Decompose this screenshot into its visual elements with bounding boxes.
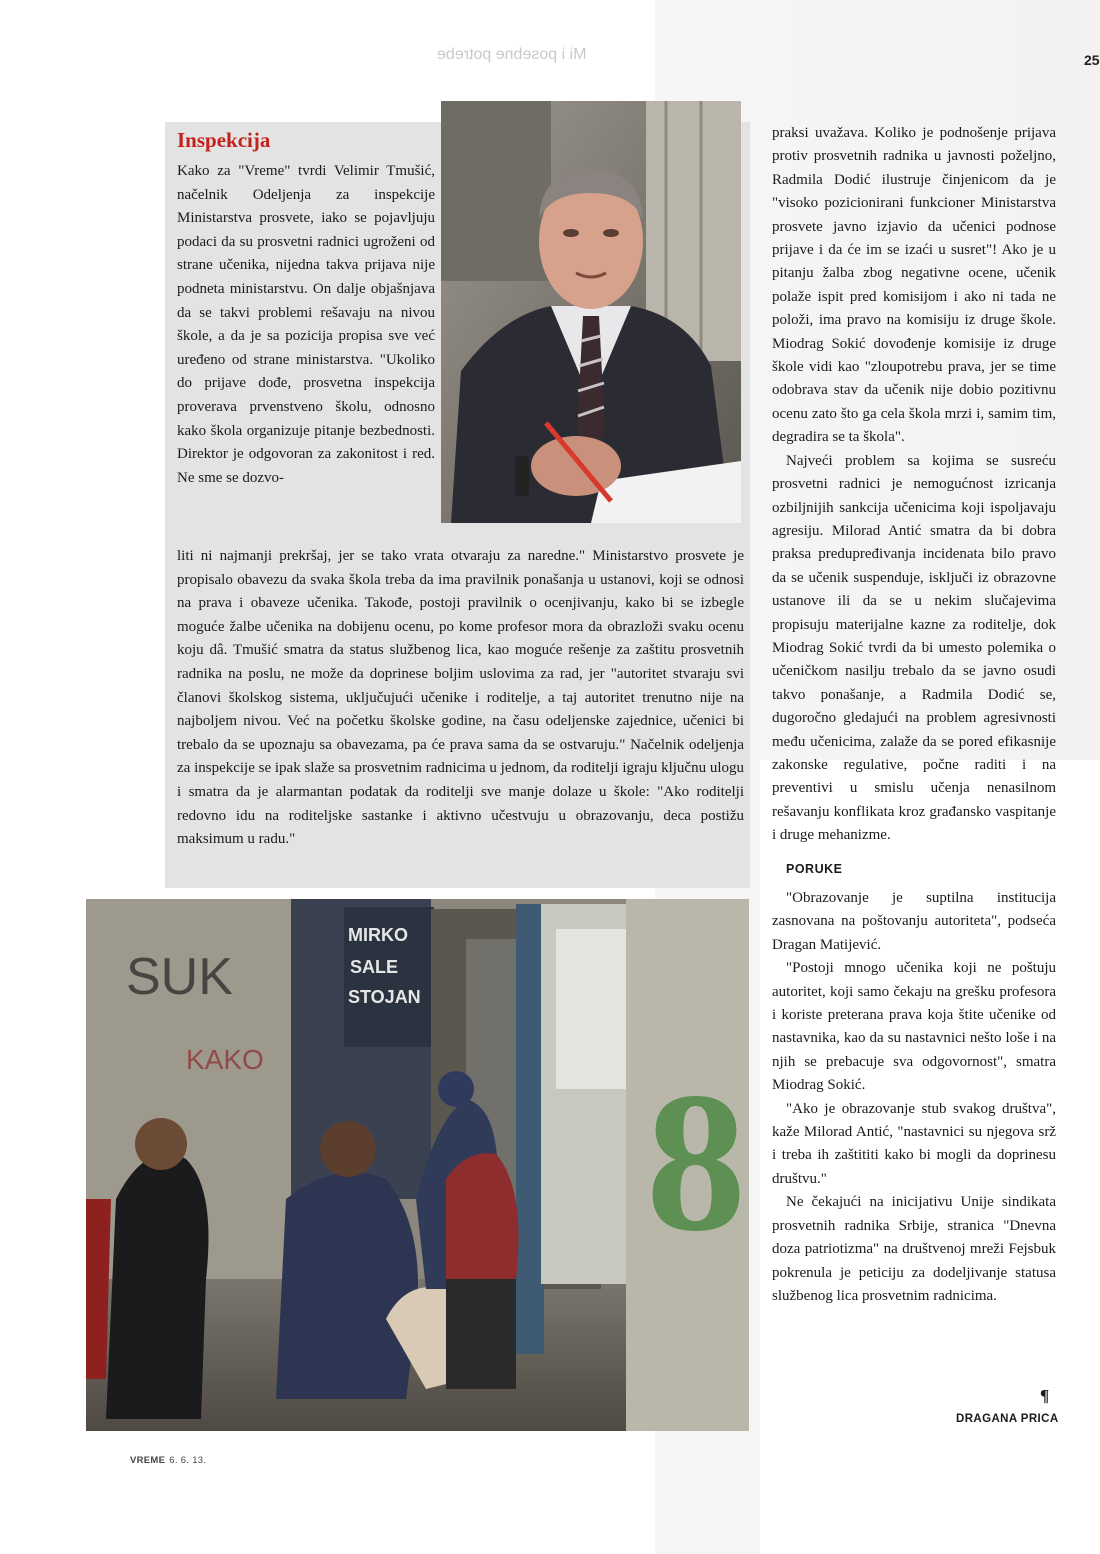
column-paragraph-6: Ne čekajući na inicijativu Unije sindikata prosvetnih radnika Srbije, stranica "Dnevna doza patriotizma" na društvenoj mreži Fejsbuk pokrenula je peticiju za dodeljivanje statusa službenog lica prosvetnim radnicima. (772, 1194, 1056, 1304)
section-rubric: PORUKE (786, 861, 843, 876)
page-footer (130, 1455, 206, 1466)
column-paragraph-3: "Obrazovanje je suptilna institucija zasnovana na poštovanju autoriteta", podseća Dragan Matijević. (772, 890, 1056, 953)
end-mark: ¶ (1040, 1386, 1050, 1405)
sidebar-paragraph-2: liti ni najmanji prekršaj, jer se tako vrata otvaraju za naredne." Ministarstvo prosvete je propisalo obavezu da svaka škola treba da ima pravilnik ponašanja u ustanovi, koji se odnosi na prava i obaveze učenika. Takođe, postoji pravilnik o ocenjivanju, kako bi se izbegle moguće žalbe učenika na dobijenu ocenu, po kome profesor mora da obrazloži svaku ocenu koju dâ. Tmušić smatra da status službenog lica, kao moguće rešenje za zaštitu prosvetnih radnika na poslu, ne može da doprinese boljim uslovima za rad, jer "autoritet stvaraju svi članovi školskog sistema, uključujući učenike i roditelje, a taj autoritet trenutno nije na najboljem nivou. Već na početku školske godine, na času odeljenske zajednice, učenici bi trebalo da se upoznaju sa obavezama, pa će prava sama da se ostvaruju." Načelnik odeljenja za inspekcije se ipak slaže sa prosvetnim radnicima u jednom, da roditelji igraju ključnu ulogu i smatra da je alarmantan podatak da roditelji sve manje dolaze u škole: "Ako roditelji redovno idu na roditeljske sastanke i aktivno učestvuju u obrazovanju, deca postižu maksimum u radu." (177, 548, 744, 848)
graffiti-word-2: KAKO (186, 1044, 264, 1075)
footer-magazine: VREME (130, 1455, 166, 1466)
column-paragraph-2: Najveći problem sa kojima se susreću prosvetni radnici je nemogućnost izricanja ozbiljnijih sankcija učenicima koji ispoljavaju agresiju. Milorad Antić smatra da bi dobra praksa predupređivanja incidenata bilo pravo da se učenik suspenduje, isključi iz obrazovne ustanove ili da se u nekim slučajevima propisuju materijalne kazne za roditelje, dok Miodrag Sokić tvrdi da bi umesto polemika o učeničkom nasilju trebalo da se javno osudi takvo ponašanje, a Radmila Dodić se, dugoročno gledajući na problem agresivnosti među učenicima, zalaže da se pored efikasnije zakonske regulative, počne raditi i na preventivi u smislu učenja nenasilnom rešavanju konflikata kroz građansko vaspitanje i druge mehanizme. (772, 452, 1056, 844)
street-photo (86, 899, 749, 1431)
article-column (772, 122, 1056, 1308)
portrait-photo (441, 101, 741, 523)
column-paragraph-5: "Ako je obrazovanje stub svakog društva", kaže Milorad Antić, "nastavnici su njegova srž i treba ih zaštititi kako bi mogli da doprinesu društvu." (772, 1100, 1056, 1187)
sidebar-heading: Inspekcija (177, 128, 271, 152)
graffiti-word-1: SUK (126, 948, 233, 1006)
footer-date: 6. 6. 13. (169, 1455, 207, 1466)
author-byline: DRAGANA PRICA (956, 1413, 1059, 1425)
sign-line-1: MIRKO (348, 925, 408, 945)
sign-line-3: STOJAN (348, 987, 421, 1007)
sign-line-2: SALE (350, 957, 399, 977)
graffiti-number: 8 (646, 1052, 746, 1273)
sidebar-paragraph-1: Kako za "Vreme" tvrdi Velimir Tmušić, načelnik Odeljenja za inspekcije Ministarstva prosvete, iako se pojavljuju podaci da su prosvetni radnici ugroženi od strane učenika, nijedna takva prijava nije podneta ministarstvu. On dalje objašnjava da se takvi problemi rešavaju na nivou škole, a da je sa pozicija propisa sve već uređeno od strane ministarstva. "Ukoliko do prijave dođe, prosvetna inspekcija proverava prvenstveno školu, odnosno kako škola organizuje pitanje bezbednosti. Direktor je odgovoran za zakonitost i red. Ne sme se dozvo- (177, 163, 435, 486)
column-paragraph-4: "Postoji mnogo učenika koji ne poštuju autoritet, koji samo čekaju na grešku profesora i koriste preterana prava koja štite učenike od nastavnika, kao da su nastavnici nešto loše i na njih se prebacuje sva odgovornost", smatra Miodrag Sokić. (772, 960, 1056, 1094)
bleed-through-header: Mi i posebne potrebe (437, 46, 587, 63)
column-paragraph-1: praksi uvažava. Koliko je podnošenje prijava protiv prosvetnih radnika u javnosti poželjno, Radmila Dodić ilustruje činjenicom da je "visoko pozicionirani funkcioner Ministarstva prosvete javno izjavio da učenici podnose prijave i da će im se izaći u susret"! Ako je u pitanju žalba zbog negativne ocene, učenik polaže ispit pred komisijom i ako ni tada ne položi, ima pravo na komisiju iz druge škole. Miodrag Sokić dovođenje komisije iz druge škole vidi kao "zloupotrebu prava, jer se time odobrava stav da učenik nije dobio pozitivnu ocenu zato što ga cela škola mrzi i, samim tim, degradira se ta škola". (772, 125, 1056, 446)
page-number: 25 (1084, 52, 1100, 68)
